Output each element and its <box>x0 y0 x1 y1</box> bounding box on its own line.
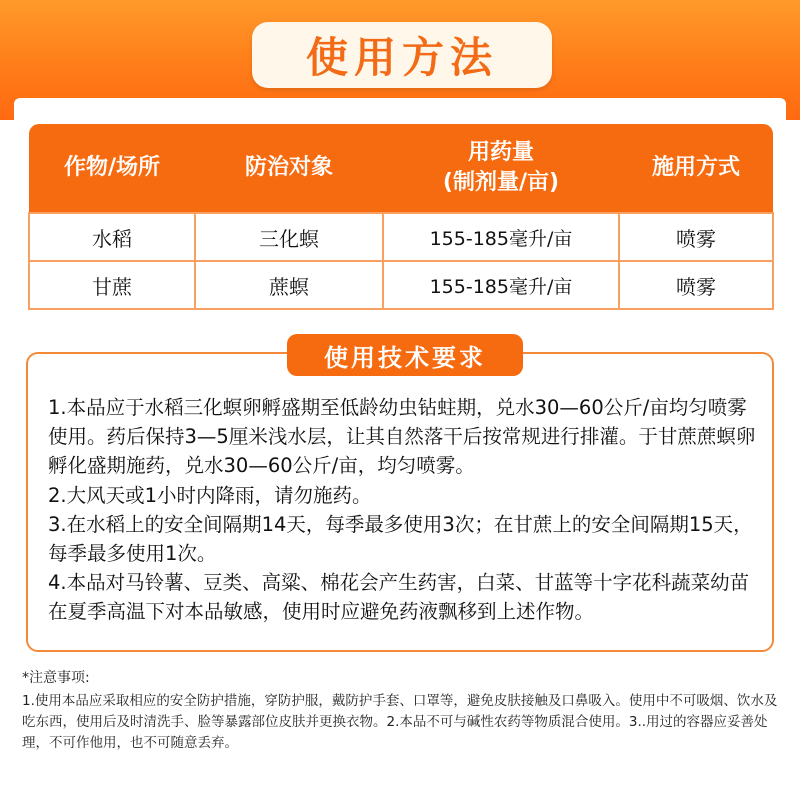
cell-dosage: 155-185毫升/亩 <box>383 261 619 309</box>
cell-method: 喷雾 <box>619 261 773 309</box>
requirement-item: 4.本品对马铃薯、豆类、高粱、棉花会产生药害，白菜、甘蓝等十字花科蔬菜幼苗在夏季高温下对本品敏感，使用时应避免药液飘移到上述作物。 <box>48 571 750 624</box>
notes-title: *注意事项: <box>22 670 90 686</box>
requirements-body <box>48 393 760 627</box>
notes-section <box>22 668 782 754</box>
requirement-item: 3.在水稻上的安全间隔期14天，每季最多使用3次；在甘蔗上的安全间隔期15天，每季最多使用1次。 <box>48 512 753 566</box>
notes-body: 1.使用本品应采取相应的安全防护措施，穿防护服，戴防护手套、口罩等，避免皮肤接触及口鼻吸入。使用中不可吸烟、饮水及吃东西，使用后及时清洗手、脸等暴露部位皮肤并更换衣物。2.本品不可与碱性农药等物质混合使用。3..用过的容器应妥善处理，不可作他用，也不可随意丢弃。 <box>22 693 778 751</box>
requirement-item: 1.本品应于水稻三化螟卵孵盛期至低龄幼虫钻蛀期，兑水30—60公斤/亩均匀喷雾使用。药后保持3—5厘米浅水层，让其自然落干后按常规进行排灌。于甘蔗蔗螟卵孵化盛期施药，兑水30—60公斤/亩，均匀喷雾。 <box>48 396 756 478</box>
header-target: 防治对象 <box>195 124 383 213</box>
header-dosage: 用药量 (制剂量/亩) <box>383 124 619 213</box>
cell-method: 喷雾 <box>619 213 773 261</box>
table-header-row <box>29 124 773 213</box>
header-method: 施用方式 <box>619 124 773 213</box>
table-row <box>29 213 773 261</box>
table-row <box>29 261 773 309</box>
requirements-title: 使用技术要求 <box>287 334 523 376</box>
cell-target: 蔗螟 <box>195 261 383 309</box>
usage-table <box>28 124 774 310</box>
cell-dosage: 155-185毫升/亩 <box>383 213 619 261</box>
cell-target: 三化螟 <box>195 213 383 261</box>
header-crop: 作物/场所 <box>29 124 195 213</box>
cell-crop: 水稻 <box>29 213 195 261</box>
page-title: 使用方法 <box>252 22 552 88</box>
requirement-item: 2.大风天或1小时内降雨，请勿施药。 <box>48 483 372 507</box>
cell-crop: 甘蔗 <box>29 261 195 309</box>
